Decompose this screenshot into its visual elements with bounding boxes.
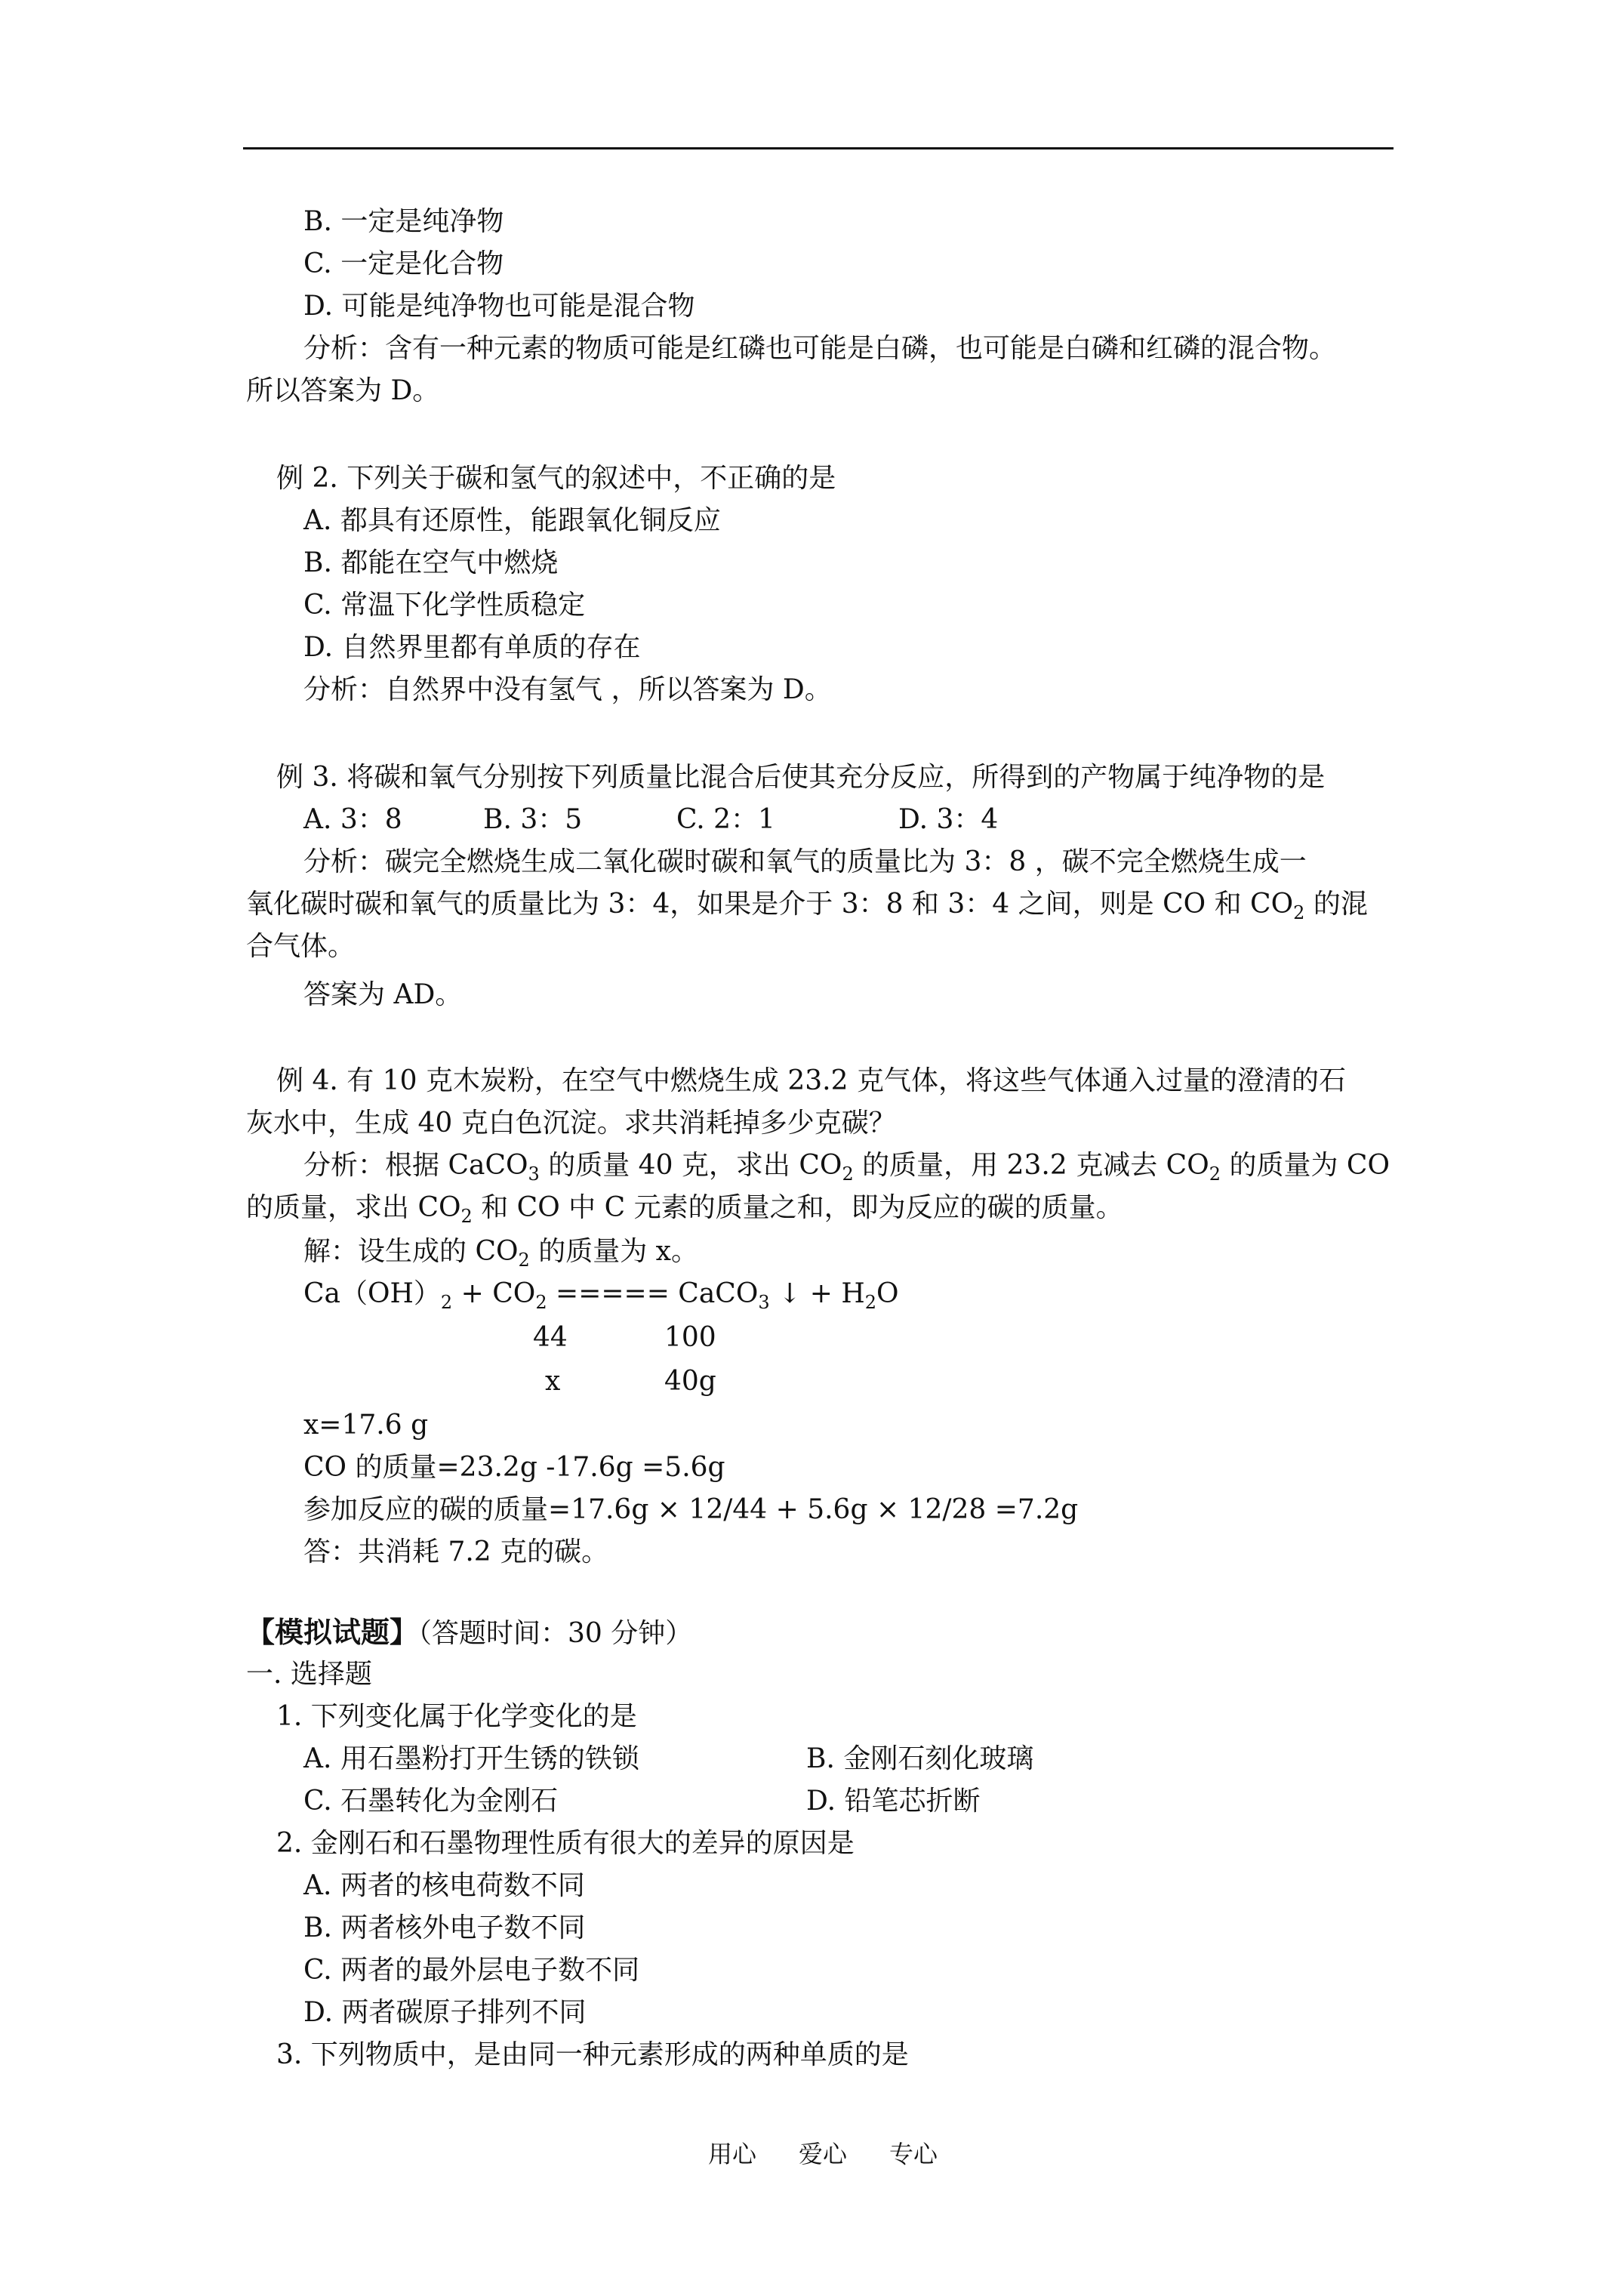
option-d: D. 自然界里都有单质的存在 (303, 632, 641, 663)
footer-text: 专心 (889, 2140, 938, 2168)
option-b: B. 3：5 (483, 804, 583, 835)
question-1: 1. 下列变化属于化学变化的是 (276, 1701, 637, 1732)
equation-value: 100 (664, 1322, 716, 1353)
header-rule (243, 147, 1394, 149)
calculation-line: CO 的质量=23.2g -17.6g =5.6g (303, 1452, 725, 1483)
equation-value: x (545, 1366, 561, 1397)
example-4-question: 灰水中，生成 40 克白色沉淀。求共消耗掉多少克碳？ (246, 1108, 896, 1139)
equation-value: 44 (533, 1322, 568, 1353)
analysis-text: 分析：碳完全燃烧生成二氧化碳时碳和氧气的质量比为 3：8 ，碳不完全燃烧生成一 (303, 846, 1307, 877)
option-c: C. 石墨转化为金刚石 (303, 1786, 559, 1817)
analysis-text: 分析：自然界中没有氢气 ，所以答案为 D。 (303, 674, 832, 705)
option-d: D. 铅笔芯折断 (806, 1786, 981, 1817)
example-4-question: 例 4. 有 10 克木炭粉，在空气中燃烧生成 23.2 克气体，将这些气体通入过量的澄清的石 (276, 1065, 1346, 1096)
option-a: A. 都具有还原性，能跟氧化铜反应 (303, 505, 721, 536)
option-a: A. 两者的核电荷数不同 (303, 1870, 585, 1901)
calculation-line: x=17.6 g (303, 1410, 429, 1441)
chemical-equation: $Ca(OH)_2 + CO_2$ ===== CaCO$_3$ ↓ + $H_2O$ (303, 1278, 899, 1314)
option-c: C. 两者的最外层电子数不同 (303, 1955, 640, 1986)
example-3-question: 例 3. 将碳和氧气分别按下列质量比混合后使其充分反应，所得到的产物属于纯净物的是 (276, 762, 1326, 793)
option-c: C. 一定是化合物 (303, 248, 504, 279)
example-2-question: 例 2. 下列关于碳和氢气的叙述中，不正确的是 (276, 463, 836, 494)
option-a: A. 3：8 (303, 804, 402, 835)
option-c: C. 常温下化学性质稳定 (303, 590, 586, 621)
question-2: 2. 金刚石和石墨物理性质有很大的差异的原因是 (276, 1828, 855, 1859)
option-c: C. 2：1 (676, 804, 775, 835)
option-b: B. 一定是纯净物 (303, 206, 504, 237)
analysis-text: 分析：根据 CaCO$_3$ 的质量 40 克，求出 $CO_2$ 的质量，用 23.2 克减去 $CO_2$ 的质量为 CO (303, 1150, 1390, 1185)
option-d: D. 两者碳原子排列不同 (303, 1997, 587, 2028)
analysis-text: 氧化碳时碳和氧气的质量比为 3：4，如果是介于 3：8 和 3：4 之间，则是 CO 和 $CO_2$ 的混 (246, 889, 1368, 924)
analysis-text: 所以答案为 D。 (246, 375, 440, 406)
page-footer (708, 2139, 980, 2169)
solution-text: 解：设生成的 $CO_2$ 的质量为 x。 (303, 1236, 698, 1271)
option-b: B. 两者核外电子数不同 (303, 1912, 586, 1943)
footer-text: 用心 (708, 2140, 757, 2168)
option-d: D. 可能是纯净物也可能是混合物 (303, 291, 695, 322)
footer-text: 爱心 (799, 2140, 848, 2168)
analysis-text: 分析：含有一种元素的物质可能是红磷也可能是白磷，也可能是白磷和红磷的混合物。 (303, 333, 1337, 364)
option-d: D. 3：4 (898, 804, 999, 835)
analysis-text: 合气体。 (246, 931, 356, 962)
option-b: B. 金刚石刻化玻璃 (806, 1743, 1034, 1774)
question-3: 3. 下列物质中，是由同一种元素形成的两种单质的是 (276, 2039, 909, 2070)
calculation-line: 参加反应的碳的质量=17.6g × 12/44 + 5.6g × 12/28 =7.2g (303, 1494, 1079, 1525)
section-title: 【模拟试题】（答题时间：30 分钟） (246, 1615, 693, 1649)
option-a: A. 用石墨粉打开生锈的铁锁 (303, 1743, 639, 1774)
equation-value: 40g (664, 1366, 716, 1397)
option-b: B. 都能在空气中燃烧 (303, 547, 559, 578)
answer-text: 答案为 AD。 (303, 979, 463, 1010)
section-subtitle: 一. 选择题 (246, 1659, 372, 1690)
answer-text: 答：共消耗 7.2 克的碳。 (303, 1536, 609, 1567)
analysis-text: 的质量，求出 $CO_2$ 和 CO 中 C 元素的质量之和，即为反应的碳的质量。 (246, 1192, 1123, 1228)
